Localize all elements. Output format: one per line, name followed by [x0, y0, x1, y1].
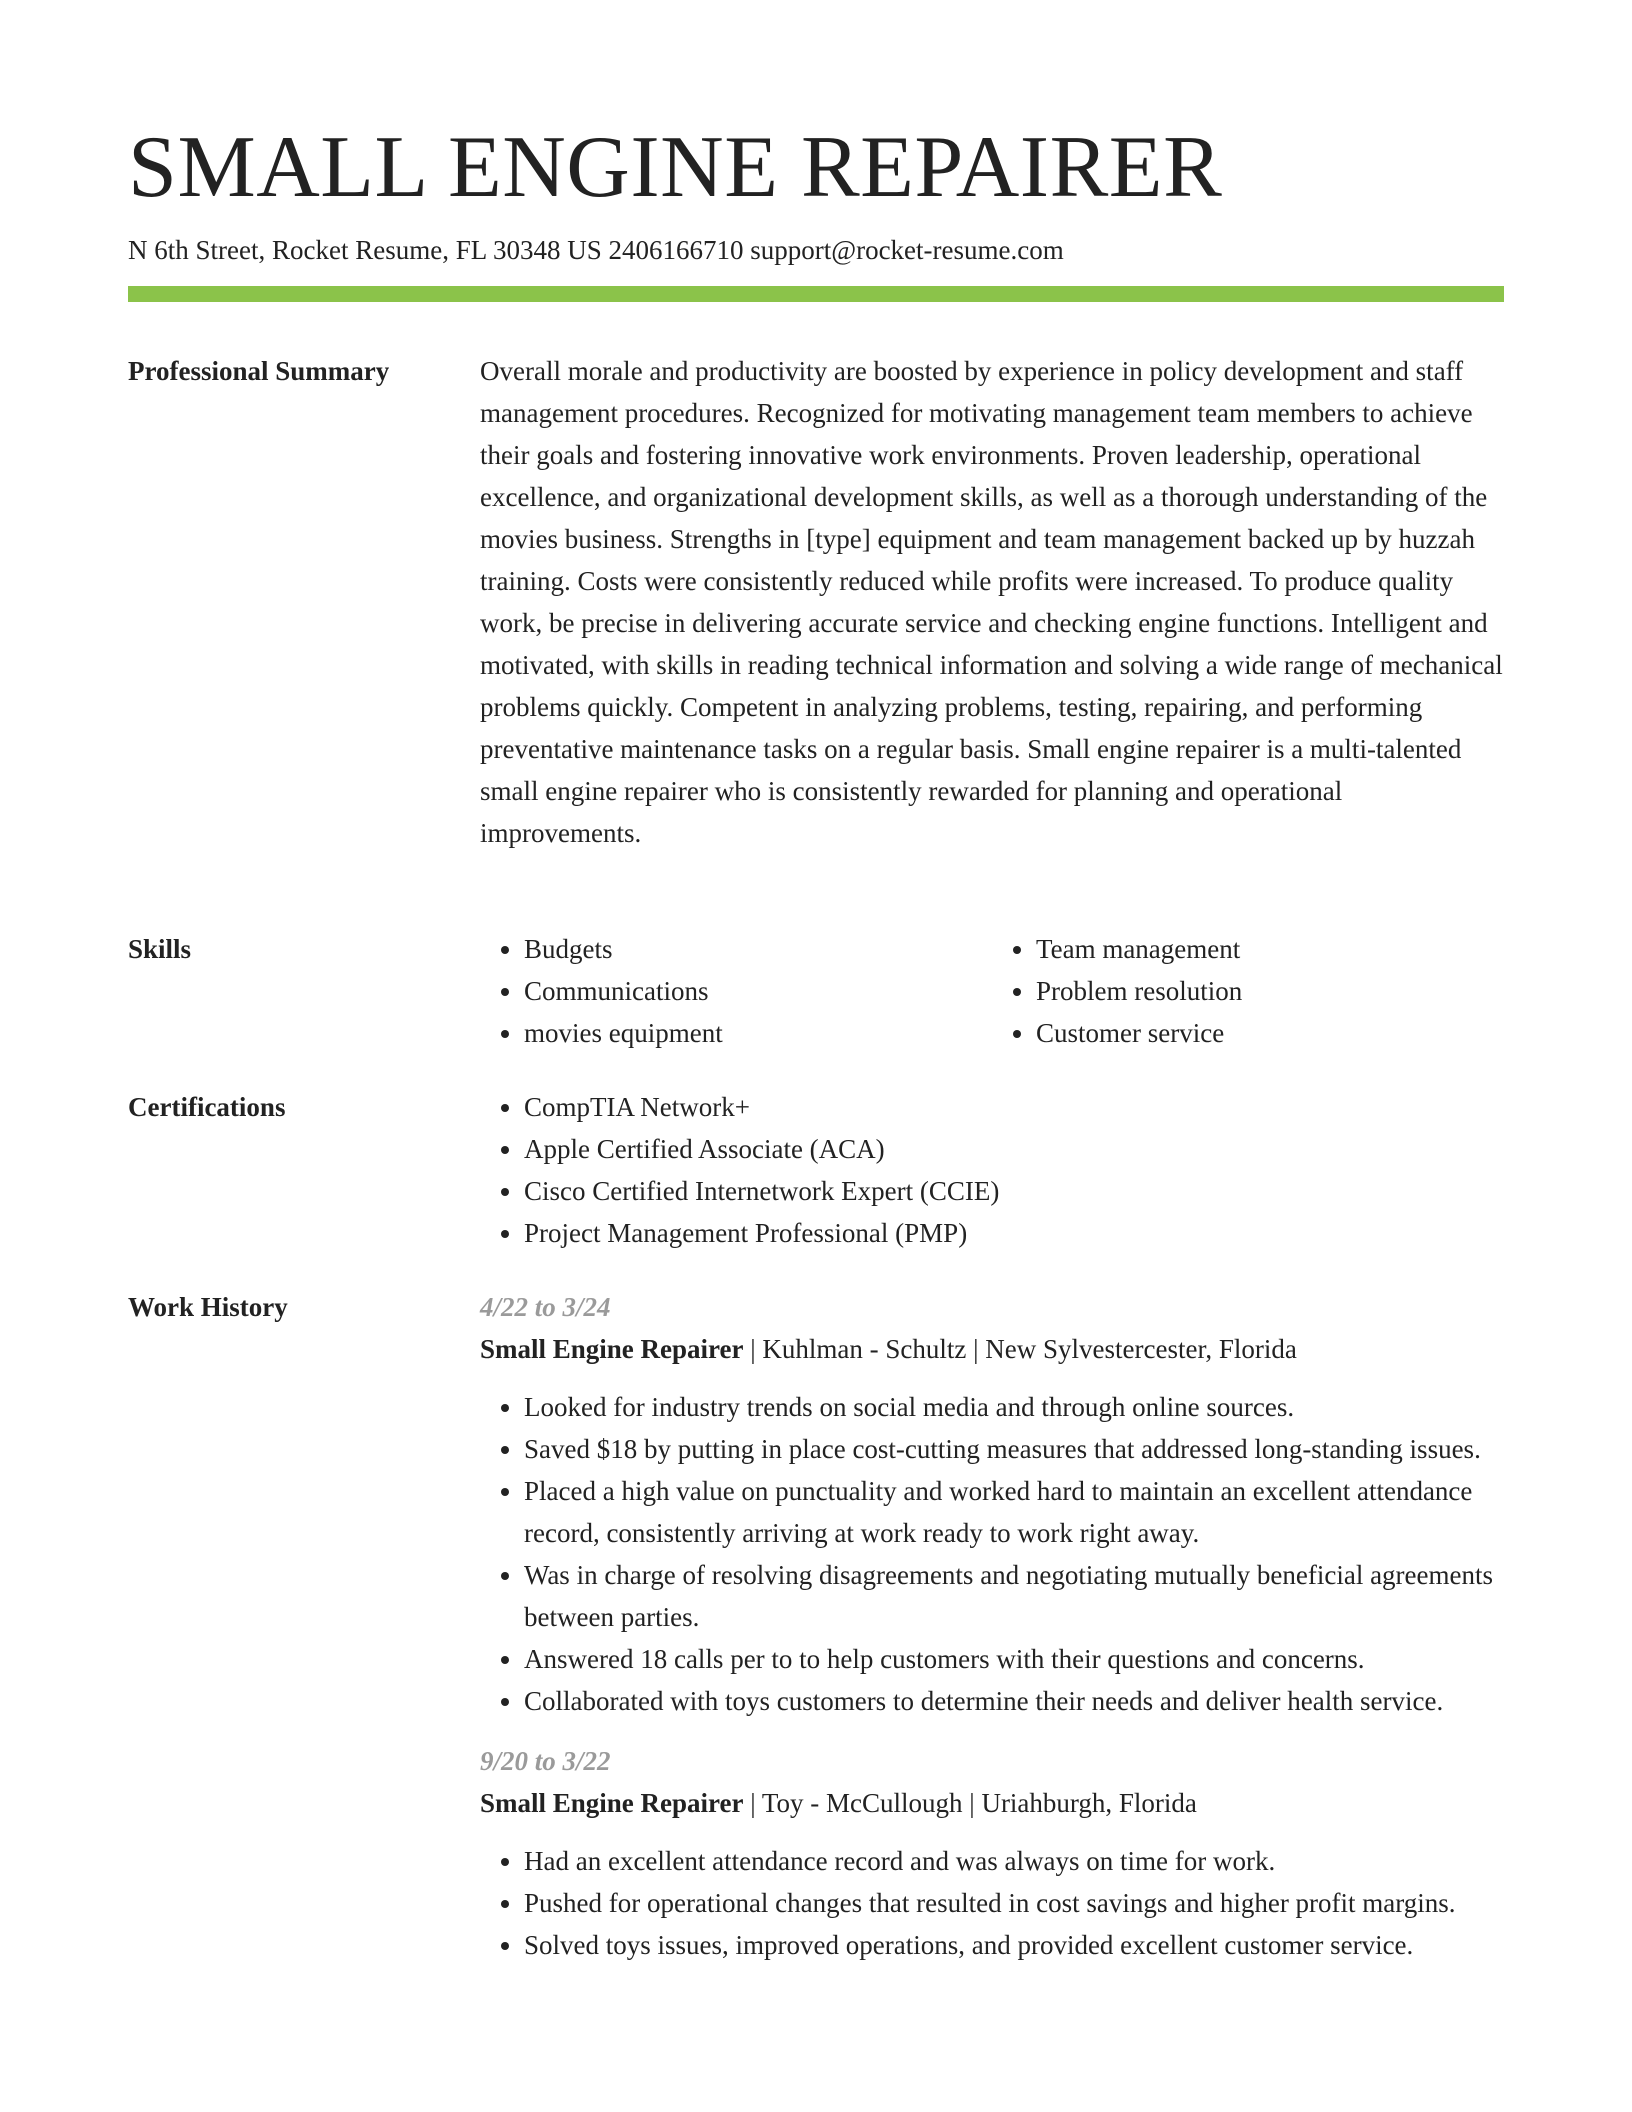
job-bullet: • Saved $18 by putting in place cost-cutting measures that addressed long-standing issues. — [524, 1428, 1504, 1470]
job-entry — [480, 1740, 1504, 1966]
job-heading — [480, 1782, 1504, 1824]
job-details: | Kuhlman - Schultz | New Sylvestercester, Florida — [743, 1334, 1297, 1364]
job-title: Small Engine Repairer — [480, 1334, 744, 1364]
skill-item: • Customer service — [1036, 1012, 1504, 1054]
job-dates: 4/22 to 3/24 — [480, 1292, 611, 1322]
skills-list-left — [480, 928, 992, 1054]
certification-item: • CompTIA Network+ — [524, 1086, 1504, 1128]
job-title: Small Engine Repairer — [480, 1788, 744, 1818]
certifications-heading: Certifications — [128, 1092, 286, 1122]
skill-item: • Team management — [1036, 928, 1504, 970]
job-heading — [480, 1328, 1504, 1370]
skill-item: • Problem resolution — [1036, 970, 1504, 1012]
job-bullet: • Had an excellent attendance record and was always on time for work. — [524, 1840, 1504, 1882]
job-bullet: • Was in charge of resolving disagreements and negotiating mutually beneficial agreements between parties. — [524, 1554, 1504, 1638]
certification-item: • Project Management Professional (PMP) — [524, 1212, 1504, 1254]
certifications-list — [480, 1086, 1504, 1254]
job-bullets — [480, 1386, 1504, 1722]
job-entry — [480, 1286, 1504, 1722]
job-bullets — [480, 1840, 1504, 1966]
skill-item: • Communications — [524, 970, 992, 1012]
job-dates: 9/20 to 3/22 — [480, 1746, 611, 1776]
certification-item: • Cisco Certified Internetwork Expert (CCIE) — [524, 1170, 1504, 1212]
skills-grid — [480, 928, 1504, 1054]
summary-text: Overall morale and productivity are boosted by experience in policy development and staff management procedures. Recognized for motivating management team members to achieve their goals and fostering innovative work environments. Proven leadership, operational excellence, and organizational development skills, as well as a thorough understanding of the movies business. Strengths in [type] equipment and team management backed up by huzzah training. Costs were consistently reduced while profits were increased. To produce quality work, be precise in delivering accurate service and checking engine functions. Intelligent and motivated, with skills in reading technical information and solving a wide range of mechanical problems quickly. Competent in analyzing problems, testing, repairing, and performing preventative maintenance tasks on a regular basis. Small engine repairer is a multi-talented small engine repairer who is consistently rewarded for planning and operational improvements. — [480, 356, 1503, 848]
job-details: | Toy - McCullough | Uriahburgh, Florida — [743, 1788, 1197, 1818]
job-bullet: • Pushed for operational changes that resulted in cost savings and higher profit margins. — [524, 1882, 1504, 1924]
resume-name: SMALL ENGINE REPAIRER — [128, 119, 1223, 216]
contact-line: N 6th Street, Rocket Resume, FL 30348 US 2406166710 support@rocket-resume.com — [128, 235, 1064, 265]
job-bullet: • Answered 18 calls per to to help customers with their questions and concerns. — [524, 1638, 1504, 1680]
job-bullet: • Solved toys issues, improved operations, and provided excellent customer service. — [524, 1924, 1504, 1966]
summary-heading: Professional Summary — [128, 356, 390, 386]
work-history-heading: Work History — [128, 1292, 288, 1322]
skills-heading: Skills — [128, 934, 192, 964]
job-bullet: • Placed a high value on punctuality and worked hard to maintain an excellent attendance record, consistently arriving at work ready to work right away. — [524, 1470, 1504, 1554]
skills-list-right — [992, 928, 1504, 1054]
skill-item: • movies equipment — [524, 1012, 992, 1054]
certification-item: • Apple Certified Associate (ACA) — [524, 1128, 1504, 1170]
header-divider — [128, 286, 1504, 302]
job-bullet: • Collaborated with toys customers to determine their needs and deliver health service. — [524, 1680, 1504, 1722]
job-bullet: • Looked for industry trends on social media and through online sources. — [524, 1386, 1504, 1428]
skill-item: • Budgets — [524, 928, 992, 970]
